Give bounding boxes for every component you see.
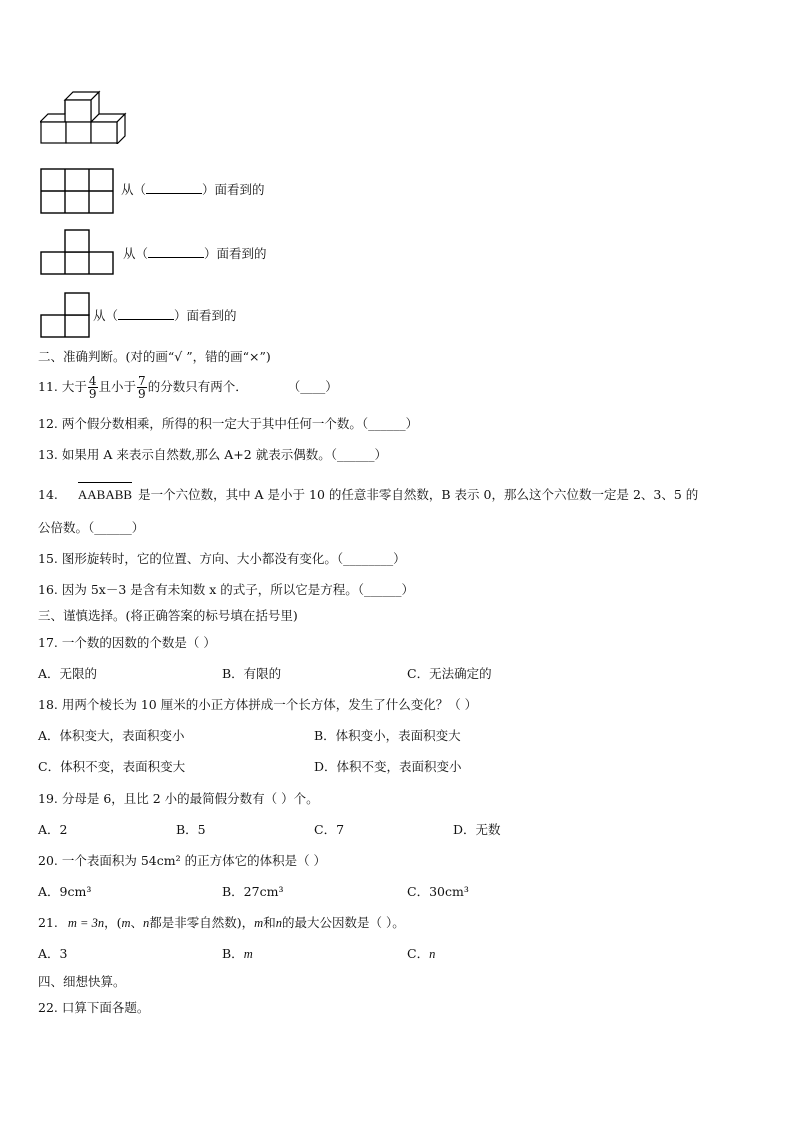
q18-option-d[interactable]: D．体积不变，表面积变小 [314,759,462,774]
question-18: 18. 用两个棱长为 10 厘米的小正方体拼成一个长方体，发生了什么变化？（ ） [38,697,478,712]
q11-text-c: 的分数只有两个． [147,379,248,394]
q21-option-b-label: B． [222,946,244,961]
q21-option-a[interactable] [38,946,67,962]
q11-fraction-2 [137,375,147,400]
q19-option-a[interactable]: A．2 [38,822,68,837]
q11-answer-paren[interactable]: （____） [287,379,338,394]
q17-option-a[interactable]: A．无限的 [38,666,98,681]
q21-option-c-value: n [429,947,436,961]
view-1-prefix: 从（ [121,182,147,197]
q21-text-2: 都是非零自然数)， [149,915,255,930]
q14-text: 是一个六位数，其中 A 是小于 10 的任意非零自然数，B 表示 0，那么这个六位数一定是 2、3、5 的 [138,487,699,502]
q21-var-m: m [121,916,131,930]
question-16: 16. 因为 5x－3 是含有未知数 x 的式子，所以它是方程。（______） [38,582,415,597]
q21-option-a-label: A． [38,946,60,961]
view-shape-2-bottom-1-right [40,292,90,338]
view-grid-2x3 [40,168,114,214]
q11-text-a: 大于 [61,379,87,394]
q19-option-d[interactable]: D．无数 [453,822,501,837]
q21-number: 21. [38,915,58,930]
q21-option-b-value: m [243,947,253,961]
q20-option-b[interactable]: B．27cm³ [222,884,284,899]
q21-text-4: 的最大公因数是（ ）。 [281,915,405,930]
view-2-question [123,245,267,262]
view-3-question [93,307,237,324]
view-1-question [121,181,265,198]
question-15: 15. 图形旋转时，它的位置、方向、大小都没有变化。（________） [38,551,406,566]
q21-option-c-label: C． [407,946,430,961]
section-3-title: 三、谨慎选择。(将正确答案的标号填在括号里) [38,608,298,623]
q20-option-a[interactable]: A．9cm³ [38,884,92,899]
q19-option-b[interactable]: B．5 [176,822,206,837]
view-1-blank[interactable] [146,181,202,194]
q17-option-b[interactable]: B．有限的 [222,666,282,681]
view-3-suffix: ）面看到的 [174,308,237,323]
view-2-blank[interactable] [148,245,204,258]
q21-text-3: 和 [263,915,276,930]
question-11 [38,372,338,402]
q19-option-c[interactable]: C．7 [314,822,345,837]
q21-option-c[interactable] [407,946,435,962]
question-20: 20. 一个表面积为 54cm² 的正方体它的体积是（ ） [38,853,327,868]
q11-f2-numerator: 7 [138,374,146,388]
question-13: 13. 如果用 A 来表示自然数,那么 A+2 就表示偶数。（______） [38,447,387,462]
isometric-cubes-figure [40,88,136,144]
q11-fraction-1 [88,375,98,400]
q11-number: 11. [38,379,58,394]
q21-equation: m = 3n [67,916,105,930]
q18-option-c[interactable]: C．体积不变，表面积变大 [38,759,186,774]
question-14-line-2: 公倍数。（______） [38,520,145,535]
q11-f1-numerator: 4 [88,374,97,388]
q18-option-a[interactable]: A．体积变大，表面积变小 [38,728,185,743]
question-19: 19. 分母是 6，且比 2 小的最简假分数有（ ）个。 [38,791,319,806]
q21-var-m-2: m [254,916,264,930]
section-2-title: 二、准确判断。(对的画“√ ”，错的画“×”) [38,349,271,364]
q14-six-digit-number: AABABB [78,482,132,506]
question-17: 17. 一个数的因数的个数是（ ） [38,635,216,650]
view-2-prefix: 从（ [123,246,149,261]
q14-number: 14. [38,487,58,502]
q11-f1-denominator: 9 [88,387,97,401]
q11-f2-denominator: 9 [138,387,146,401]
q21-sep: 、 [130,915,144,930]
q21-var-n: n [143,916,150,930]
view-1-suffix: ）面看到的 [202,182,265,197]
q21-text-1: ，( [104,915,122,930]
question-22: 22. 口算下面各题。 [38,1000,150,1015]
question-14 [38,482,698,506]
question-21 [38,915,405,931]
view-2-suffix: ）面看到的 [204,246,267,261]
q18-option-b[interactable]: B．体积变小，表面积变大 [314,728,461,743]
question-12: 12. 两个假分数相乘，所得的积一定大于其中任何一个数。（______） [38,416,419,431]
view-3-blank[interactable] [118,307,174,320]
q21-option-a-value: 3 [59,946,68,961]
q17-option-c[interactable]: C．无法确定的 [407,666,492,681]
section-4-title: 四、细想快算。 [38,974,126,989]
view-3-prefix: 从（ [93,308,119,323]
q21-option-b[interactable] [222,946,253,962]
view-shape-3-bottom-1-middle [40,229,114,275]
q20-option-c[interactable]: C．30cm³ [407,884,469,899]
q11-text-b: 且小于 [98,379,137,394]
q21-var-n-2: n [275,916,282,930]
